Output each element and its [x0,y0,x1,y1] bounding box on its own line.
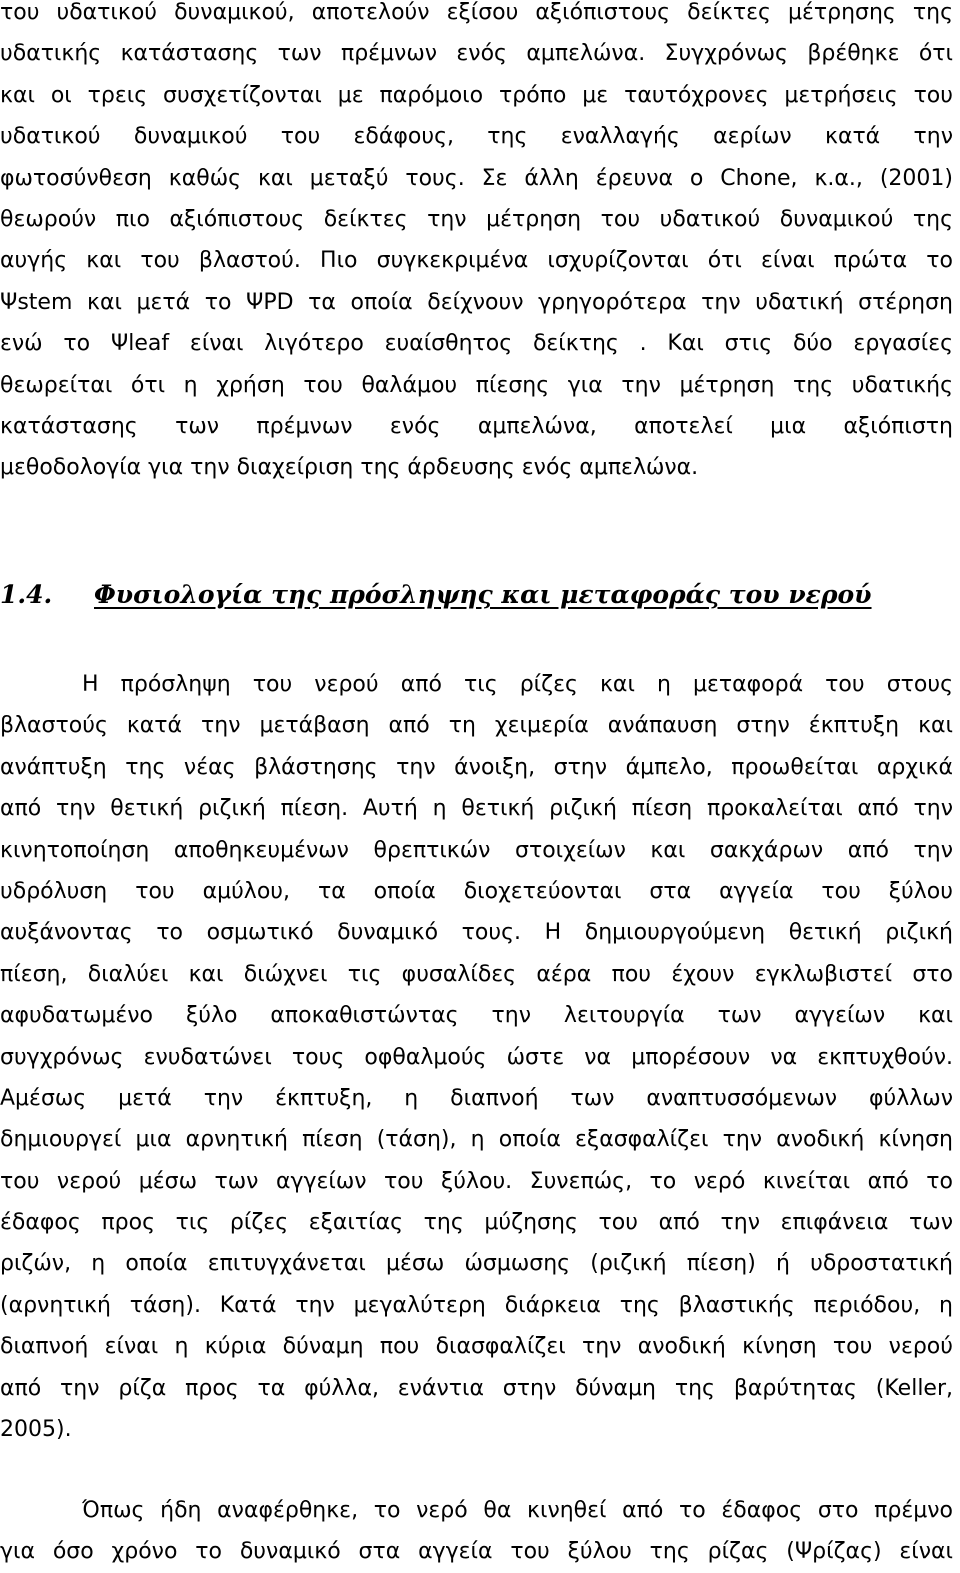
text-line: και οι τρεις συσχετίζονται με παρόμοιο τρόπο με ταυτόχρονες μετρήσεις του [0,82,953,108]
text-line: θεωρείται ότι η χρήση του θαλάμου πίεσης για την μέτρηση της υδατικής [0,372,953,398]
text-line: συγχρόνως ενυδατώνει τους οφθαλμούς ώστε να μπορέσουν να εκπτυχθούν. [0,1044,953,1070]
text-line: κατάστασης των πρέμνων ενός αμπελώνα, αποτελεί μια αξιόπιστη [0,413,953,439]
body-paragraph-2 [0,664,953,1450]
text-line: 2005). [0,1417,72,1443]
text-line: ριζών, η οποία επιτυγχάνεται μέσω ώσμωσης (ριζική πίεση) ή υδροστατική [0,1251,953,1277]
text-line: Όπως ήδη αναφέρθηκε, το νερό θα κινηθεί από το έδαφος στο πρέμνο [82,1498,953,1523]
text-line: πίεση, διαλύει και διώχνει τις φυσαλίδες αέρα που έχουν εγκλωβιστεί στο [0,961,953,987]
text-line: μεθοδολογία για την διαχείριση της άρδευσης ενός αμπελώνα. [0,455,699,481]
text-line: έδαφος προς τις ρίζες εξαιτίας της μύζησης του από την επιφάνεια των [0,1210,953,1236]
text-line: Ψstem και μετά το ΨPD τα οποία δείχνουν γρηγορότερα την υδατική στέρηση [0,289,953,315]
text-line: ανάπτυξη της νέας βλάστησης την άνοιξη, στην άμπελο, προωθείται αρχικά [0,754,953,780]
text-line: από την θετική ριζική πίεση. Αυτή η θετική ριζική πίεση προκαλείται από την [0,796,953,822]
text-line: διαπνοή είναι η κύρια δύναμη που διασφαλίζει την ανοδική κίνηση του νερού [0,1334,953,1360]
text-line: βλαστούς κατά την μετάβαση από τη χειμερία ανάπαυση στην έκπτυξη και [0,713,953,739]
text-line: από την ρίζα προς τα φύλλα, ενάντια στην δύναμη της βαρύτητας (Keller, [0,1375,953,1401]
text-line: δημιουργεί μια αρνητική πίεση (τάση), η οποία εξασφαλίζει την ανοδική κίνηση [0,1127,953,1153]
text-line: ενώ το Ψleaf είναι λιγότερο ευαίσθητος δείκτης . Και στις δύο εργασίες [0,331,953,357]
text-line: για όσο χρόνο το δυναμικό στα αγγεία του ξύλου της ρίζας (Ψρίζας) είναι [0,1539,953,1565]
body-paragraph-1 [0,0,953,489]
text-line: (αρνητική τάση). Κατά την μεγαλύτερη διάρκεια της βλαστικής περιόδου, η [0,1292,953,1318]
section-heading [0,572,953,618]
text-line: υδατικού δυναμικού του εδάφους, της εναλλαγής αερίων κατά την [0,124,953,150]
text-line: υδρόλυση του αμύλου, τα οποία διοχετεύονται στα αγγεία του ξύλου [0,878,953,904]
text-line: του υδατικού δυναμικού, αποτελούν εξίσου αξιόπιστους δείκτες μέτρησης της [0,0,953,25]
text-line: αφυδατωμένο ξύλο αποκαθιστώντας την λειτουργία των αγγείων και [0,1003,953,1029]
text-line: φωτοσύνθεση καθώς και μεταξύ τους. Σε άλλη έρευνα ο Chone, κ.α., (2001) [0,165,953,191]
text-line: αυγής και του βλαστού. Πιο συγκεκριμένα ισχυρίζονται ότι είναι πρώτα το [0,248,953,274]
section-number: 1.4. [0,580,53,609]
body-paragraph-3 [0,1490,953,1573]
text-line: του νερού μέσω των αγγείων του ξύλου. Συνεπώς, το νερό κινείται από το [0,1168,953,1194]
text-line: Αμέσως μετά την έκπτυξη, η διαπνοή των αναπτυσσόμενων φύλλων [0,1085,953,1111]
text-line: κινητοποίηση αποθηκευμένων θρεπτικών στοιχείων και σακχάρων από την [0,837,953,863]
text-line: υδατικής κατάστασης των πρέμνων ενός αμπελώνα. Συγχρόνως βρέθηκε ότι [0,41,953,67]
text-line: Η πρόσληψη του νερού από τις ρίζες και η μεταφορά του στους [82,672,953,697]
text-line: θεωρούν πιο αξιόπιστους δείκτες την μέτρηση του υδατικού δυναμικού της [0,206,953,232]
text-line: αυξάνοντας το οσμωτικό δυναμικό τους. Η δημιουργούμενη θετική ριζική [0,920,953,946]
section-title: Φυσιολογία της πρόσληψης και μεταφοράς του νερού [94,580,872,609]
